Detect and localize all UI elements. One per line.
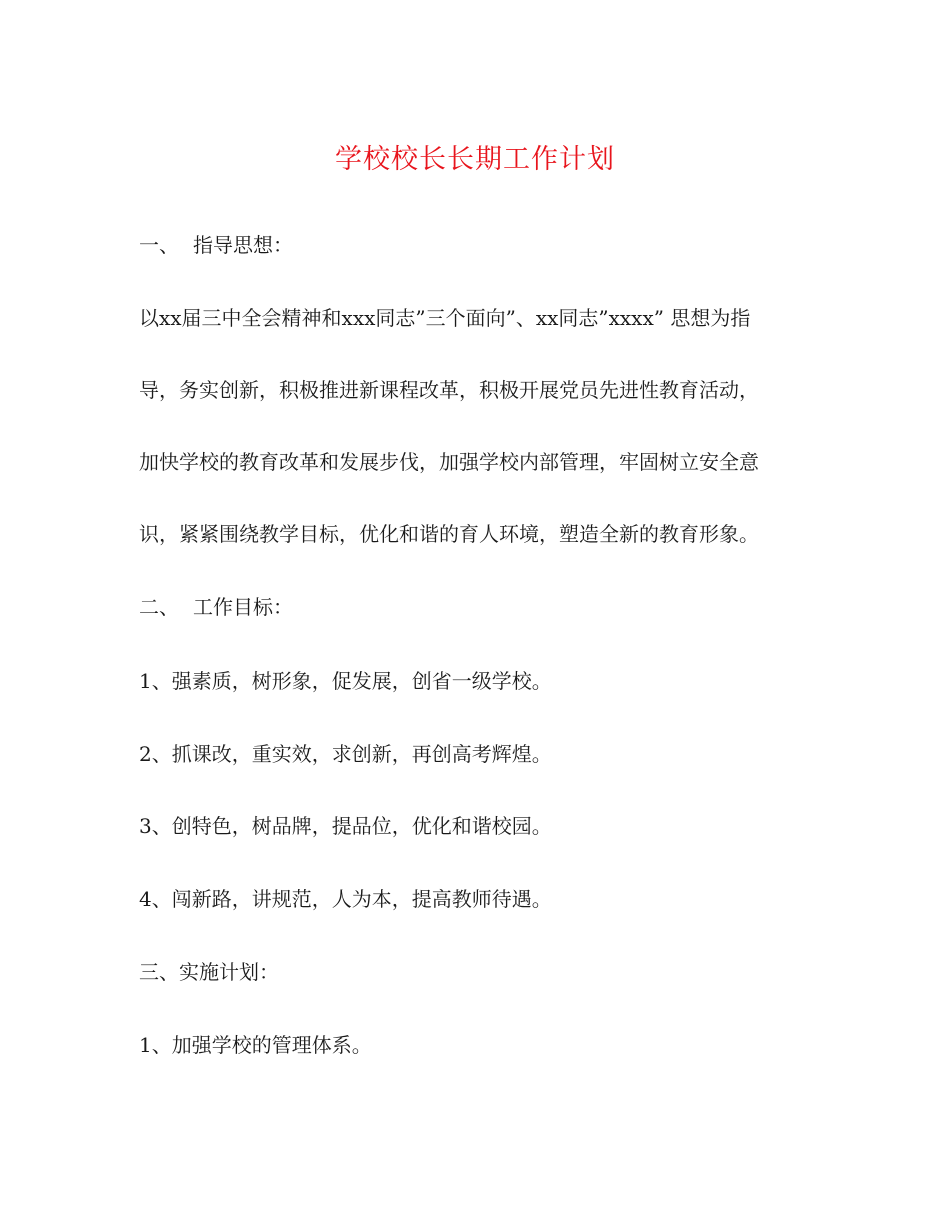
plan-list-item: 1、加强学校的管理体系。 (139, 1033, 372, 1057)
goal-list-item: 1、强素质，树形象，促发展，创省一级学校。 (139, 669, 552, 693)
document-title: 学校校长长期工作计划 (335, 144, 615, 175)
section-heading-guiding-thought (139, 230, 829, 260)
paragraph-line: 导，务实创新，积极推进新课程改革，积极开展党员先进性教育活动， (139, 378, 759, 402)
section-number: 一、 (139, 233, 179, 257)
section-heading-implementation-plan: 三、实施计划： (139, 960, 279, 984)
paragraph-line: 识，紧紧围绕教学目标，优化和谐的育人环境，塑造全新的教育形象。 (139, 522, 759, 546)
goal-list-item: 2、抓课改，重实效，求创新，再创高考辉煌。 (139, 742, 552, 766)
paragraph-line: 加快学校的教育改革和发展步伐，加强学校内部管理，牢固树立安全意 (139, 450, 759, 474)
section-heading-work-goals (139, 592, 829, 622)
section-number: 二、 (139, 595, 179, 619)
section-heading-text: 指导思想： (193, 233, 293, 257)
section-heading-text: 工作目标： (193, 595, 293, 619)
goal-list-item: 3、创特色，树品牌，提品位，优化和谐校园。 (139, 814, 552, 838)
paragraph-line: 以xx届三中全会精神和xxx同志”三个面向”、xx同志”xxxx” 思想为指 (139, 306, 751, 330)
goal-list-item: 4、闯新路，讲规范，人为本，提高教师待遇。 (139, 887, 552, 911)
